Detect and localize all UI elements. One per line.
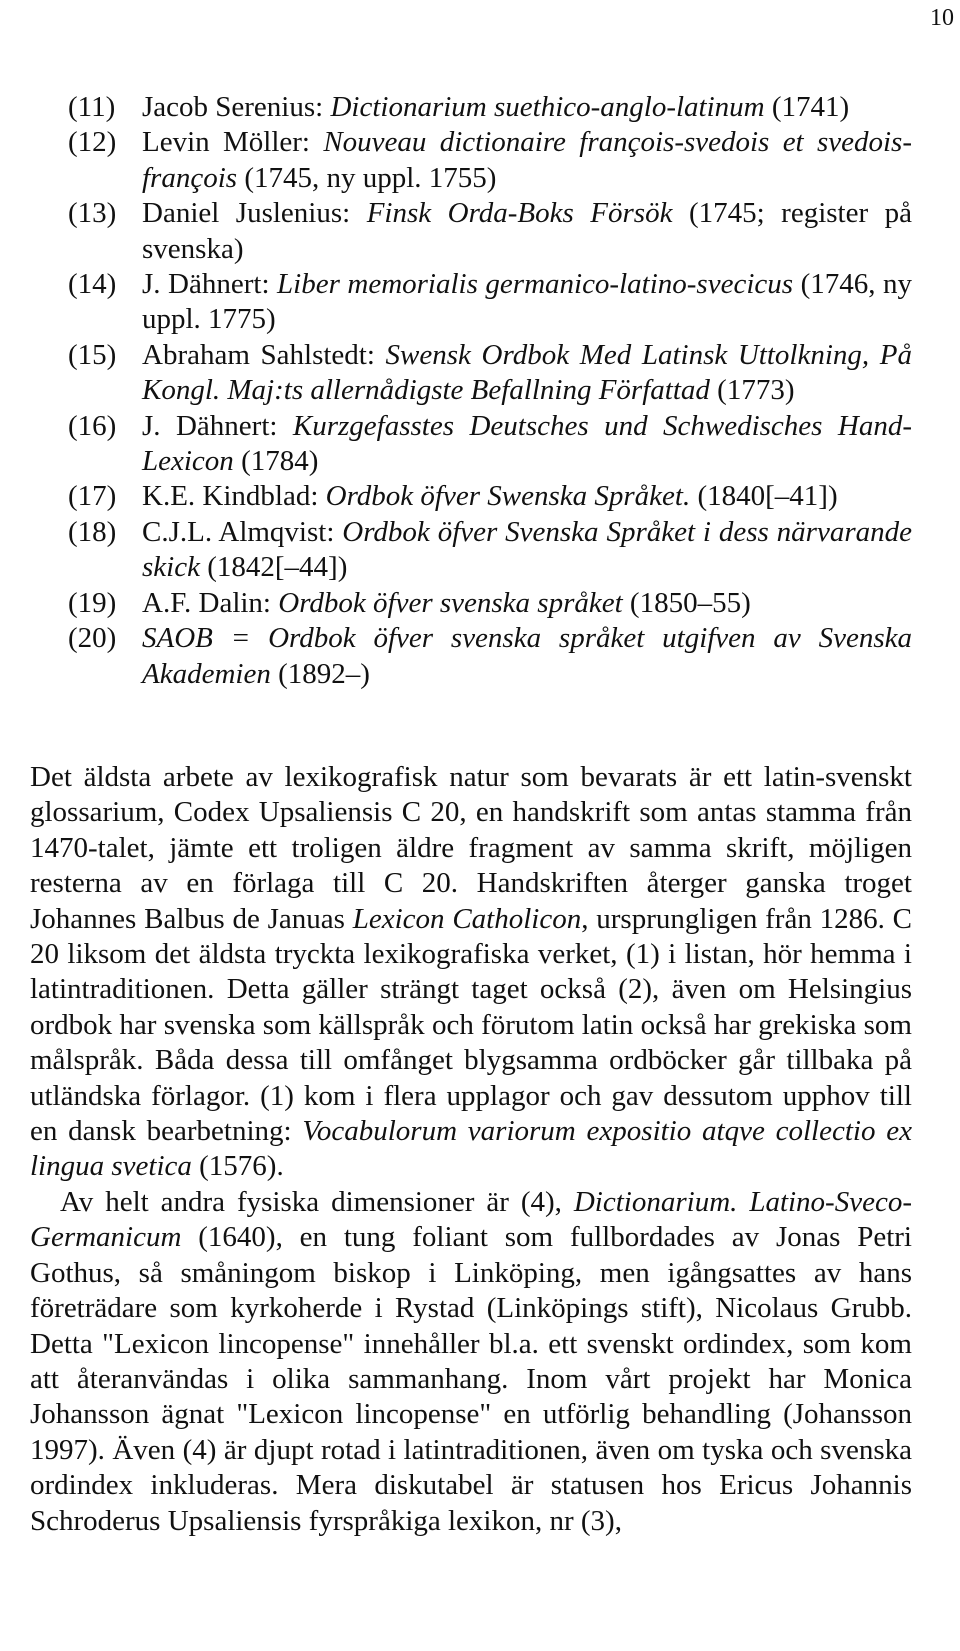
entry-title: Ordbok öfver Svenska Språket i dess närvarande skick	[142, 515, 912, 584]
entry-title: Liber memorialis germanico-latino-svecicus	[277, 268, 794, 301]
entry-number: (12)	[68, 126, 117, 159]
entry-author: A.F. Dalin:	[142, 586, 279, 619]
list-item	[68, 409, 912, 480]
paragraph-text: , ursprungligen från 1286. C 20 liksom det äldsta tryckta lexikografiska verket, (1) i listan, hör hemma i latintraditionen. Detta gäller strängt taget också (2), även om Helsingius ordbok har svenska som källspråk och förutom latin också har grekiska som målspråk. Båda dessa till omfånget blygsamma ordböcker går tillbaka på utländska förlagor. (1) kom i flera upplagor och gav dessutom upphov till en dansk bearbetning:	[30, 902, 913, 1148]
list-item	[68, 621, 912, 692]
entry-title: Swensk Ordbok Med Latinsk Uttolkning, På Kongl. Maj:ts allernådigste Befallning Författad	[142, 338, 912, 407]
entry-author: K.E. Kindblad:	[142, 480, 326, 513]
entry-title: SAOB = Ordbok öfver svenska språket utgifven av Svenska Akademien	[142, 622, 912, 690]
entry-number: (17)	[68, 480, 117, 513]
list-item	[68, 586, 912, 621]
list-item	[68, 90, 912, 125]
dictionary-list	[68, 90, 912, 692]
entry-year: (1840[–41])	[690, 480, 838, 513]
list-item	[68, 515, 912, 586]
entry-title: Dictionarium suethico-anglo-latinum	[330, 91, 765, 123]
entry-year: (1745, ny uppl. 1755)	[237, 161, 497, 194]
entry-year: (1773)	[709, 374, 795, 407]
entry-year: (1741)	[764, 91, 850, 123]
list-item	[68, 125, 912, 196]
page-number: 10	[930, 5, 954, 31]
work-title: Lexicon Catholicon	[352, 902, 582, 935]
entry-year: (1850–55)	[622, 586, 751, 619]
list-item	[68, 338, 912, 409]
paragraph	[30, 1185, 912, 1539]
paragraph	[30, 760, 912, 1185]
entry-number: (18)	[68, 515, 117, 548]
entry-author: Levin Möller:	[142, 126, 324, 159]
paragraph-text: Av helt andra fysiska dimensioner är (4),	[60, 1185, 574, 1218]
entry-year: (1892–)	[270, 657, 370, 690]
entry-title: Nouveau dictionaire françois-svedois et svedois-françois	[142, 126, 912, 194]
paragraph-text: Det äldsta arbete av lexikografisk natur som bevarats är ett latin-svenskt glossarium, Codex Upsaliensis C 20, en handskrift som antas stamma från 1470-talet, jämte ett troligen äldre fragment av samma skrift, möjligen resterna av en förlaga till C 20. Handskriften återger ganska troget Johannes Balbus de Januas	[30, 761, 912, 935]
entry-number: (11)	[68, 91, 116, 123]
entry-author: Abraham Sahlstedt:	[142, 338, 386, 371]
entry-title: Kurzgefasstes Deutsches und Schwedisches Hand-Lexicon	[142, 409, 912, 478]
entry-title: Finsk Orda-Boks Försök	[366, 197, 673, 230]
entry-year: (1746, ny uppl. 1775)	[142, 268, 912, 336]
paragraph-text: (1640), en tung foliant som fullbordades av Jonas Petri Gothus, så småningom biskop i Linköping, men igångsattes av hans företrädare som kyrkoherde i Rystad (Linköpings stift), Nicolaus Grubb. Detta "Lexicon lincopense" innehåller bl.a. ett svenskt ordindex, som kom att återanvändas i olika sammanhang. Inom vårt projekt har Monica Johansson ägnat "Lexicon lincopense" en utförlig behandling (Johansson 1997). Även (4) är djupt rotad i latintraditionen, även om tyska och svenska ordindex inkluderas. Mera diskutabel är statusen hos Ericus Johannis Schroderus Upsaliensis fyrspråkiga lexikon, nr (3),	[30, 1221, 912, 1537]
paragraph-text: (1576).	[191, 1150, 284, 1183]
entry-number: (13)	[68, 197, 117, 230]
list-item	[68, 267, 912, 338]
entry-year: (1842[–44])	[199, 551, 348, 584]
body-text	[30, 760, 912, 1539]
entry-number: (20)	[68, 622, 117, 655]
entry-author: Daniel Juslenius:	[142, 197, 367, 230]
entry-author: C.J.L. Almqvist:	[142, 515, 343, 548]
entry-number: (15)	[68, 338, 117, 371]
work-title: Dictionarium. Latino-Sveco-Germanicum	[30, 1185, 912, 1254]
entry-number: (19)	[68, 586, 117, 619]
entry-number: (14)	[68, 268, 117, 301]
list-item	[68, 479, 912, 514]
entry-number: (16)	[68, 409, 117, 442]
entry-author: J. Dähnert:	[142, 409, 293, 442]
entry-author: Jacob Serenius:	[142, 91, 331, 123]
entry-title: Ordbok öfver svenska språket	[278, 586, 623, 619]
entry-year: (1745; register på svenska)	[142, 197, 912, 265]
entry-title: Ordbok öfver Swenska Språket.	[325, 480, 691, 513]
entry-year: (1784)	[233, 445, 319, 478]
work-title: Vocabulorum variorum expositio atqve collectio ex lingua svetica	[30, 1115, 913, 1183]
list-item	[68, 196, 912, 267]
entry-author: J. Dähnert:	[142, 268, 278, 301]
